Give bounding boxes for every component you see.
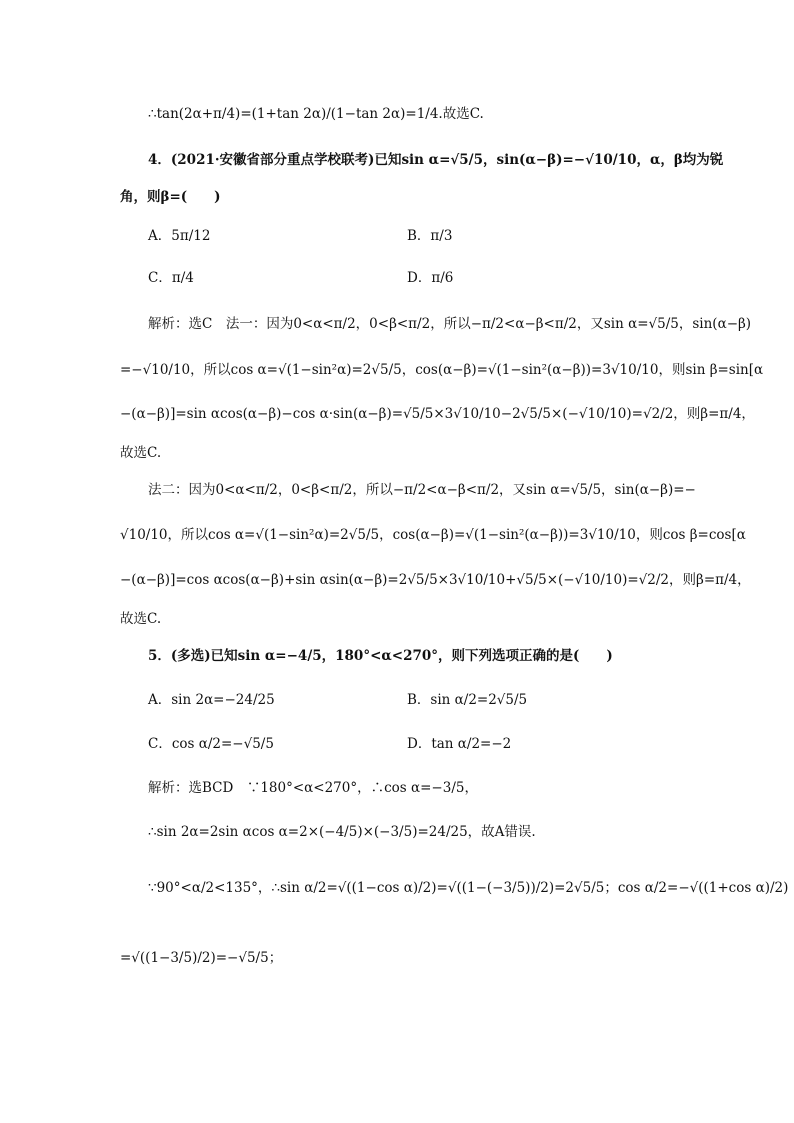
q5-option-a: A．sin 2α=−24/25 xyxy=(148,692,275,708)
q4-option-c: C．π/4 xyxy=(148,270,194,286)
solution-5-line: 解析：选BCD ∵180°<α<270°，∴cos α=−3/5， xyxy=(148,780,478,796)
solution-4-method2: √10/10，所以cos α=√(1−sin²α)=2√5/5，cos(α−β)=√(1−sin²(α−β))=3√10/10，则cos β=cos[α xyxy=(120,527,746,543)
q5-option-b: B．sin α/2=2√5/5 xyxy=(407,692,528,708)
solution-4-line: =−√10/10，所以cos α=√(1−sin²α)=2√5/5，cos(α−β)=√(1−sin²(α−β))=3√10/10，则sin β=sin[α xyxy=(120,362,764,378)
q4-option-b: B．π/3 xyxy=(407,228,453,244)
text-line: ∴tan(2α+π/4)=(1+tan 2α)/(1−tan 2α)=1/4.故选C. xyxy=(148,106,484,122)
solution-4-method2: 故选C. xyxy=(120,611,162,627)
solution-4-line: −(α−β)]=sin αcos(α−β)−cos α·sin(α−β)=√5/5×3√10/10−2√5/5×(−√10/10)=√2/2，则β=π/4， xyxy=(120,406,755,422)
question-5-stem: 5．(多选)已知sin α=−4/5，180°<α<270°，则下列选项正确的是( ) xyxy=(148,648,613,664)
question-4-stem: 4．(2021·安徽省部分重点学校联考)已知sin α=√5/5，sin(α−β)=−√10/10，α，β均为锐 xyxy=(148,152,724,168)
solution-4-line: 解析：选C 法一：因为0<α<π/2，0<β<π/2，所以−π/2<α−β<π/2，又sin α=√5/5，sin(α−β) xyxy=(148,316,752,332)
solution-5-line: =√((1−3/5)/2)=−√5/5； xyxy=(120,950,283,966)
solution-4-method2: 法二：因为0<α<π/2，0<β<π/2，所以−π/2<α−β<π/2，又sin α=√5/5，sin(α−β)=− xyxy=(148,482,696,498)
solution-5-line: ∵90°<α/2<135°，∴sin α/2=√((1−cos α)/2)=√((1−(−3/5))/2)=2√5/5；cos α/2=−√((1+cos α)/2) xyxy=(148,880,789,896)
solution-4-method2: −(α−β)]=cos αcos(α−β)+sin αsin(α−β)=2√5/5×3√10/10+√5/5×(−√10/10)=√2/2，则β=π/4， xyxy=(120,572,751,588)
q5-option-d: D．tan α/2=−2 xyxy=(407,736,512,752)
q4-option-d: D．π/6 xyxy=(407,270,454,286)
solution-5-line: ∴sin 2α=2sin αcos α=2×(−4/5)×(−3/5)=24/25，故A错误. xyxy=(148,824,536,840)
question-4-stem-cont: 角，则β=( ) xyxy=(120,189,221,205)
q5-option-c: C．cos α/2=−√5/5 xyxy=(148,736,274,752)
q4-option-a: A．5π/12 xyxy=(148,228,211,244)
solution-4-line: 故选C. xyxy=(120,445,162,461)
